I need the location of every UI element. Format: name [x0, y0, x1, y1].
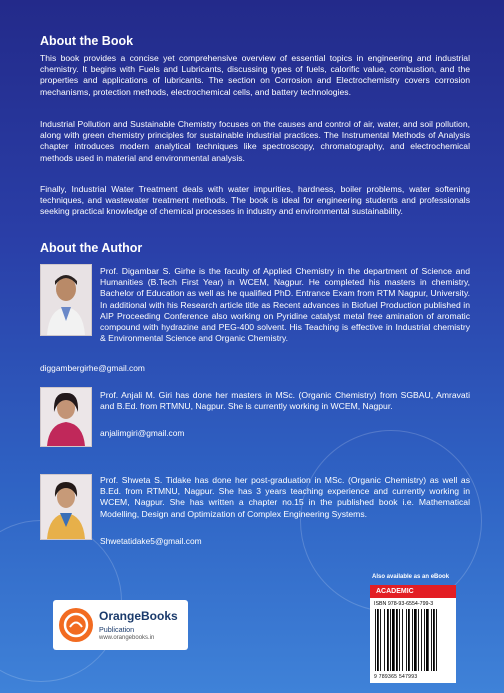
- author-photo-2: [40, 387, 92, 447]
- barcode-icon: [374, 609, 452, 675]
- category-label: ACADEMIC: [370, 585, 456, 598]
- author-bio-2: Prof. Anjali M. Giri has done her masters in MSc. (Organic Chemistry) from SGBAU, Amravati and B.Ed. from RTMNU, Nagpur. She is currently working in WCEM, Nagpur.: [100, 390, 470, 412]
- book-paragraph-1: This book provides a concise yet comprehensive overview of essential topics in engineering and industrial chemistry. It begins with Fuels and Lubricants, discussing types of fuels, calorific value, combustion, and the properties and applications of lubricants. The section on Corrosion and Electrochemistry covers corrosion mechanisms, protection methods, electrochemical cells, and battery technologies.: [40, 53, 470, 97]
- publisher-brand: OrangeBooks: [99, 609, 178, 623]
- author-bio-3: Prof. Shweta S. Tidake has done her post-graduation in MSc. (Organic Chemistry) as well as B.Ed. from RTMNU, Nagpur. She has 3 years teaching experience and currently working in WCEM, Nagpur. She has written a chapter no.15 in the published book i.e. Mathematical Modelling, Design and Optimization of Complex Engineering Systems.: [100, 475, 470, 519]
- author-email-2[interactable]: anjalimgiri@gmail.com: [100, 428, 185, 438]
- orange-logo-icon: [59, 608, 93, 642]
- book-paragraph-3: Finally, Industrial Water Treatment deals with water impurities, hardness, boiler problems, water softening techniques, and wastewater treatment methods. The book is ideal for engineering students and professionals seeking practical knowledge of chemical processes in industry and environmental sustainability.: [40, 184, 470, 217]
- barcode-digits: 9 789365 547993: [374, 674, 418, 680]
- publisher-url[interactable]: www.orangebooks.in: [99, 635, 155, 641]
- barcode-box: [370, 585, 456, 683]
- author-photo-3: [40, 474, 92, 540]
- about-author-heading: About the Author: [40, 241, 143, 255]
- publisher-logo: [53, 600, 188, 650]
- author-bio-1: Prof. Digambar S. Girhe is the faculty of Applied Chemistry in the department of Science and Humanities (B.Tech First Year) in WCEM, Nagpur. He completed his masters in chemistry, Bachelor of Education as well as he qualified PhD. Entrance Exam from RTM Nagpur, University. In additional with his Research article title as Recent advances in Biofuel Production published in AIP Proceeding Conference also working on Pyridine catalyst metal free amination of aromatic compound with hydrazine and PEG-400 solvent. His Teaching is effective in Industrial chemistry & Environmental Science and Organic Chemistry.: [100, 266, 470, 344]
- author-email-1[interactable]: diggambergirhe@gmail.com: [40, 363, 145, 373]
- isbn-text: ISBN 978-93-6554-799-3: [374, 601, 434, 607]
- author-email-3[interactable]: Shwetatidake5@gmail.com: [100, 536, 202, 546]
- book-paragraph-2: Industrial Pollution and Sustainable Chemistry focuses on the causes and control of air, water, and soil pollution, along with green chemistry principles for sustainable industrial practices. The Instrumental Methods of Analysis chapter introduces modern analytical techniques like spectroscopy, chromatography, and electrochemical methods used in material and environmental analysis.: [40, 119, 470, 163]
- publisher-sub: Publication: [99, 625, 135, 634]
- ebook-note: [372, 574, 449, 580]
- about-book-heading: About the Book: [40, 34, 134, 48]
- ebook-note-text: Also available as an eBook: [372, 574, 450, 580]
- author-photo-1: [40, 264, 92, 336]
